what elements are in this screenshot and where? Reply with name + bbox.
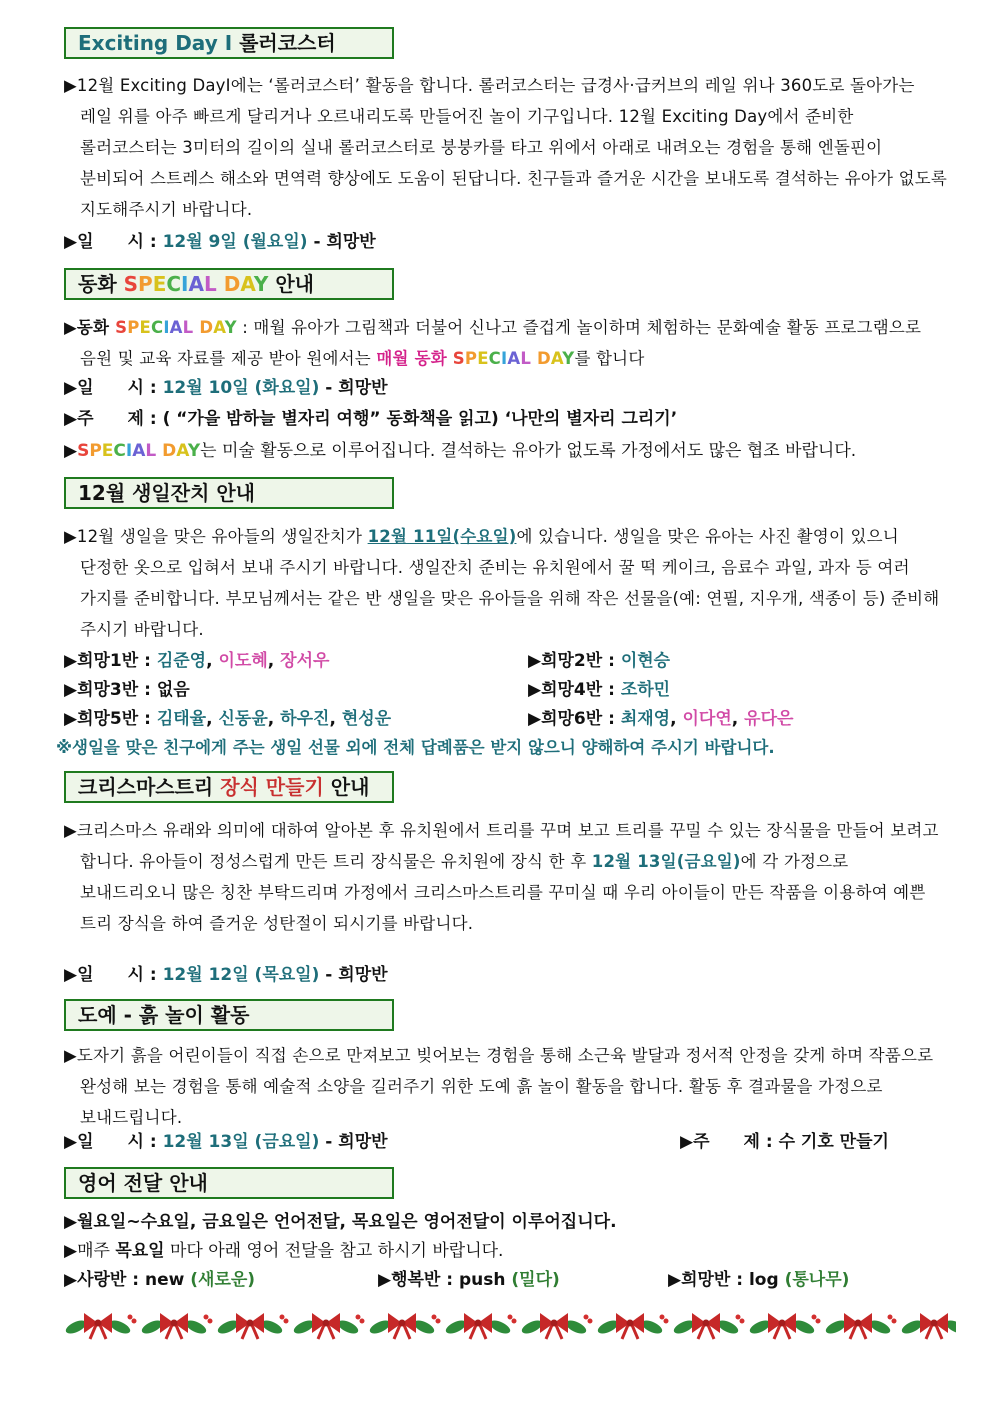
rainbow-letter: C [151,318,164,337]
rainbow-letter: P [89,441,102,461]
class-label: ▶희망1반 : [64,651,157,671]
rainbow-text [453,349,575,368]
rainbow-letter: S [77,441,90,461]
send-date: 12월 13일(금요일) [591,852,741,871]
holly-bow-icon [520,1313,593,1339]
date-label: ▶일 시 : [64,378,163,398]
child-name: 유다은 [744,709,794,729]
title-part: 동화 [78,272,124,296]
rainbow-letter: C [488,349,501,368]
date-label: ▶일 시 : [64,232,163,252]
holly-ribbon-border-icon [56,1303,956,1343]
special-day-description [64,312,948,374]
child-name: 신동윤 [218,709,268,729]
text-part: 에 각 가정으로 보내드리오니 많은 칭찬 부탁드리며 가정에서 크리스마스트리를 꾸미실 때 우리 아이들이 만든 작품을 이용하여 예쁜 트리 장식을 하여 즐거운 성탄절이 되시기를 바랍니다. [80,852,926,933]
rainbow-letter: Y [187,441,201,461]
date-value: 12월 12일 (목요일) [162,965,320,985]
pottery-theme [680,1128,889,1156]
date-value: 12월 10일 (화요일) [162,378,320,398]
exciting-day-date [64,228,376,256]
rainbow-letter: I [163,318,170,337]
christmas-tree-description [64,815,948,939]
class-label: ▶행복반 : [378,1270,459,1290]
rainbow-letter: E [101,441,114,461]
text-part: 를 합니다 [574,349,645,368]
birthday-class-4 [528,676,670,704]
birthday-class-3 [64,676,190,704]
holly-bow-icon [368,1313,441,1339]
rainbow-letter: C [113,441,126,461]
section-title-exciting-day [64,27,394,59]
text-part: 에 있습니다. 생일을 맞은 유아는 사진 촬영이 있으니 단정한 옷으로 입혀서 보내 주시기 바랍니다. 생일잔치 준비는 유치원에서 꿀 떡 케이크, 음료수 과일, 과자 등 여러 가지를 준비합니다. 부모님께서는 같은 반 생일을 맞은 유아들을 위해 작은 선물을(예: 연필, 지우개, 색종이 등) 준비해 주시기 바랍니다. [80,527,940,639]
word-meaning: (새로운) [190,1270,256,1290]
date-value: 12월 9일 (월요일) [162,232,308,252]
rainbow-letter: P [127,318,140,337]
title-part: 안내 [323,775,370,799]
class-label: ▶희망4반 : [528,680,621,700]
title-part: 크리스마스트리 [78,775,221,799]
birthday-description [64,521,948,645]
birthday-class-2 [528,647,670,675]
class-label: ▶사랑반 : [64,1270,145,1290]
title-part: Exciting Day Ⅰ [78,31,240,55]
section-title-pottery: 도예 - 흙 놀이 활동 [64,999,394,1031]
birthday-date: 12월 11일(수요일) [367,527,517,546]
rainbow-text [124,272,269,296]
child-name: 장서우 [280,651,330,671]
rainbow-letter: A [240,272,254,296]
date-label: ▶일 시 : [64,965,163,985]
holly-bow-icon [824,1313,897,1339]
theme-value: 수 기호 만들기 [778,1132,889,1152]
birthday-class-6: ▶희망6반 : 최재영, 이다연, 유다은 [528,709,794,729]
rainbow-letter: S [123,272,139,296]
text-part: ▶크리스마스 유래와 의미에 대하여 알아본 후 유치원에서 트리를 꾸며 보고 트리를 꾸밀 수 있는 장식물을 만들어 보려고 합니다. 유아들이 정성스럽게 만든 트리 장식물은 유치원에 장식 한 후 [64,821,939,871]
title-part: 안내 [268,272,314,296]
date-label: ▶일 시 : [64,1132,163,1152]
rainbow-letter: P [464,349,478,368]
christmas-tree-date [64,961,388,989]
child-name: 하우진 [280,709,330,729]
rainbow-letter: L [520,349,532,368]
rainbow-letter: S [452,349,465,368]
date-value: 12월 13일 (금요일) [162,1132,320,1152]
section-title-christmas-tree [64,771,394,803]
child-name: 이현승 [620,651,671,671]
rainbow-letter: C [166,272,182,296]
rainbow-text [77,441,200,461]
rainbow-letter: Y [562,349,575,368]
rainbow-letter: D [536,349,551,368]
date-suffix: - 희망반 [319,965,388,985]
holly-bow-icon [140,1313,213,1339]
rainbow-letter: D [199,318,214,337]
child-name: 김준영 [156,651,207,671]
class-label: ▶희망5반 : [64,709,157,729]
rainbow-letter: A [550,349,563,368]
rainbow-letter: S [115,318,128,337]
special-day-note: ▶SPECIAL DAY는 미술 활동으로 이루어집니다. 결석하는 유아가 없도록 가정에서도 많은 협조 바랍니다. [64,441,857,461]
child-name: 최재영 [620,709,671,729]
text-part: ▶동화 [64,318,116,337]
child-name: 이다연 [682,709,732,729]
rainbow-letter: A [176,441,188,461]
class-label: ▶희망반 : [668,1270,749,1290]
english-word: log [748,1270,785,1290]
rainbow-letter: I [125,441,133,461]
date-suffix: - 희망반 [319,378,388,398]
rainbow-letter: E [152,272,167,296]
special-day-theme [64,405,677,433]
theme-label: ▶주 제 : [64,409,163,429]
pottery-description: ▶도자기 흙을 어린이들이 직접 손으로 만져보고 빚어보는 경험을 통해 소근육 발달과 정서적 안정을 갖게 하며 작품으로 완성해 보는 경험을 통해 예술적 소양을 길러주기 위한 도예 흙 놀이 활동을 합니다. 활동 후 결과물을 가정으로 보내드립니다. [64,1046,934,1127]
rainbow-letter: Y [253,272,269,296]
highlight-text: 매월 동화 [376,349,453,368]
rainbow-letter: E [477,349,489,368]
title-part: 장식 만들기 [220,775,324,799]
theme-value: ( “가을 밤하늘 별자리 여행” 동화책을 읽고) ‘나만의 별자리 그리기’ [162,409,678,429]
holly-bow-icon [64,1313,137,1339]
section-title-special-day [64,268,394,300]
rainbow-letter: A [507,349,521,368]
rainbow-letter: A [132,441,146,461]
special-day-date [64,374,388,402]
holly-bow-icon [672,1313,745,1339]
rainbow-letter: I [500,349,508,368]
child-name: 조하민 [620,680,671,700]
holly-bow-icon [444,1313,517,1339]
child-name: 김태율 [156,709,207,729]
word-meaning: (밀다) [511,1270,560,1290]
theme-label: ▶주 제 : [680,1132,779,1152]
english-word-sarang [64,1266,255,1294]
class-label: ▶희망2반 : [528,651,621,671]
english-word-haengbok [378,1266,560,1294]
rainbow-letter: A [213,318,225,337]
rainbow-letter: A [169,318,183,337]
rainbow-letter: A [188,272,204,296]
rainbow-letter: L [203,272,217,296]
date-suffix: - 희망반 [307,232,376,252]
rainbow-letter [217,272,224,296]
class-label: ▶희망6반 : [528,709,621,729]
pottery-date [64,1128,388,1156]
rainbow-letter: L [182,318,194,337]
holly-bow-icon [900,1313,956,1339]
rainbow-letter: D [223,272,241,296]
class-label: ▶희망3반 : [64,680,157,700]
birthday-class-1: ▶희망1반 : 김준영, 이도혜, 장서우 [64,651,330,671]
rainbow-letter: Y [224,318,237,337]
text-part: ▶12월 생일을 맞은 유아들의 생일잔치가 [64,527,368,546]
english-schedule: ▶월요일~수요일, 금요일은 언어전달, 목요일은 영어전달이 이루어집니다. [64,1212,617,1232]
text-part: 목요일 [115,1241,165,1261]
rainbow-letter: E [139,318,151,337]
child-name: 현성운 [341,709,392,729]
english-guide [64,1237,503,1265]
rainbow-letter: I [181,272,189,296]
rainbow-letter: D [162,441,177,461]
text-part: : 매월 유아가 그림책과 더불어 신나고 즐겁게 놀이하며 체험하는 문화예술 활동 프로그램으로 음원 및 교육 자료를 제공 받아 원에서는 [80,318,922,368]
section-title-birthday: 12월 생일잔치 안내 [64,477,394,509]
rainbow-text [115,318,237,337]
text-part: 마다 아래 영어 전달을 참고 하시기 바랍니다. [164,1241,504,1261]
rainbow-letter: P [138,272,153,296]
child-name: 이도혜 [218,651,268,671]
section-title-english: 영어 전달 안내 [64,1167,394,1199]
english-word: push [458,1270,512,1290]
holly-bow-icon [292,1313,365,1339]
holly-bow-icon [216,1313,289,1339]
note-text: 는 미술 활동으로 이루어집니다. 결석하는 유아가 없도록 가정에서도 많은 협조 바랍니다. [200,441,857,461]
english-word-huimang [668,1266,849,1294]
exciting-day-description: ▶12월 Exciting DayⅠ에는 ‘롤러코스터’ 활동을 합니다. 롤러코스터는 급경사·급커브의 레일 위나 360도로 돌아가는 레일 위를 아주 빠르게 달리거나 오르내리도록 만들어진 놀이 기구입니다. 12월 Exciting Day에서 준비한 롤러코스터는 3미터의 길이의 실내 롤러코스터로 붕붕카를 타고 위에서 아래로 내려오는 경험을 통해 엔돌핀이 분비되어 스트레스 해소와 면역력 향상에도 도움이 된답니다. 친구들과 즐거운 시간을 보내도록 결석하는 유아가 없도록 지도해주시기 바랍니다. [64,76,948,219]
word-meaning: (통나무) [784,1270,850,1290]
holly-bow-icon [748,1313,821,1339]
title-part: 롤러코스터 [239,31,336,55]
holly-bow-icon [596,1313,669,1339]
birthday-notice: ※생일을 맞은 친구에게 주는 생일 선물 외에 전체 답례품은 받지 않으니 양해하여 주시기 바랍니다. [56,738,775,757]
birthday-class-5: ▶희망5반 : 김태율, 신동윤, 하우진, 현성운 [64,709,392,729]
rainbow-letter: L [145,441,157,461]
date-suffix: - 희망반 [319,1132,388,1152]
child-name: 없음 [156,680,190,700]
text-part: ▶매주 [64,1241,116,1261]
english-word: new [144,1270,191,1290]
